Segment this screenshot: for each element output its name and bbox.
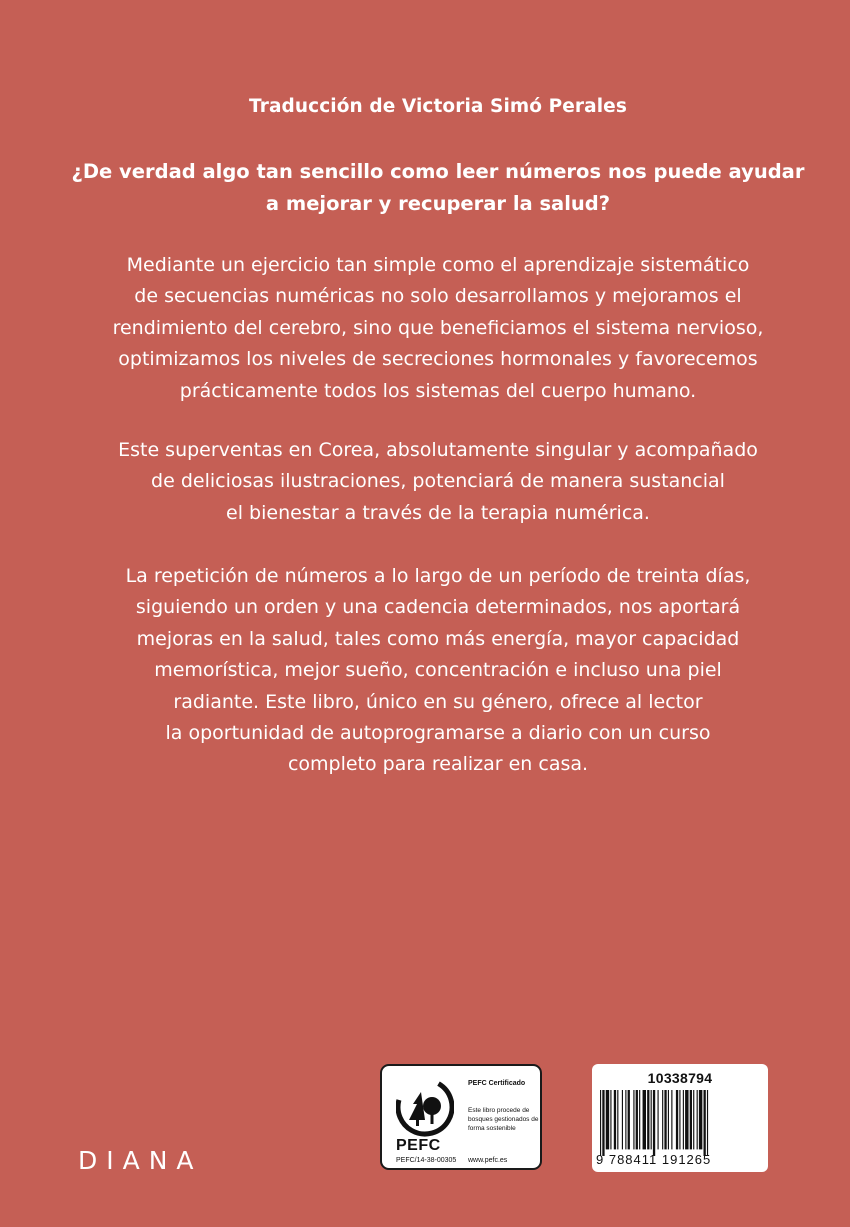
- barcode-bar: [614, 1090, 616, 1149]
- paragraph-line: de secuencias numéricas no solo desarrollamos y mejoramos el: [134, 285, 742, 308]
- barcode-bar: [647, 1090, 649, 1149]
- barcode-bar: [671, 1090, 672, 1149]
- barcode-bar: [662, 1090, 663, 1149]
- barcode-bar: [600, 1090, 601, 1156]
- barcode-bar: [697, 1090, 698, 1149]
- paragraph-line: prácticamente todos los sistemas del cuerpo humano.: [179, 379, 697, 402]
- barcode-bar: [690, 1090, 692, 1149]
- paragraph-line: el bienestar a través de la terapia numérica.: [226, 501, 650, 524]
- barcode-bar: [658, 1090, 659, 1149]
- barcode-bar: [617, 1090, 618, 1149]
- barcode-bar: [704, 1090, 706, 1156]
- pefc-url: www.pefc.es: [468, 1157, 508, 1164]
- barcode-bar: [639, 1090, 640, 1149]
- barcode-bar: [699, 1090, 702, 1149]
- tagline-question: [0, 156, 850, 220]
- barcode-bar: [653, 1090, 655, 1156]
- barcode-bar: [625, 1090, 626, 1149]
- isbn-barcode-label: [592, 1064, 768, 1172]
- paragraph-line: de deliciosas ilustraciones, potenciará de manera sustancial: [151, 470, 725, 493]
- pefc-license-code: PEFC/14-38-00305: [396, 1157, 457, 1164]
- paragraph-line: mejoras en la salud, tales como más energía, mayor capacidad: [136, 627, 740, 650]
- barcode-bar: [685, 1090, 688, 1149]
- pefc-description: Este libro procede de bosques gestionados de forma sostenible: [468, 1107, 539, 1132]
- barcode-bar: [679, 1090, 680, 1149]
- barcode-bar: [606, 1090, 609, 1149]
- pefc-certified-label: PEFC Certificado: [468, 1080, 526, 1087]
- description-paragraph-1: [0, 250, 850, 407]
- barcode-bar: [602, 1090, 604, 1156]
- barcode-bar: [636, 1090, 638, 1149]
- paragraph-line: Mediante un ejercicio tan simple como el aprendizaje sistemático: [126, 254, 750, 276]
- paragraph-line: La repetición de números a lo largo de un período de treinta días,: [125, 565, 751, 587]
- paragraph-line: completo para realizar en casa.: [287, 753, 589, 776]
- barcode-bar: [693, 1090, 694, 1149]
- barcode-bar: [633, 1090, 634, 1149]
- barcode-bar: [683, 1090, 684, 1149]
- translator-credit: Traducción de Victoria Simó Perales: [249, 96, 627, 117]
- isbn-number: 9 788411 191265: [596, 1152, 712, 1167]
- paragraph-line: rendimiento del cerebro, sino que beneficiamos el sistema nervioso,: [112, 316, 764, 339]
- pefc-wordmark: PEFC: [396, 1137, 441, 1154]
- paragraph-line: radiante. Este libro, único en su género, ofrece al lector: [173, 690, 703, 713]
- pefc-certification-badge: [380, 1064, 542, 1170]
- barcode-bar: [622, 1090, 623, 1149]
- barcode-bar: [610, 1090, 611, 1149]
- tagline-line: ¿De verdad algo tan sencillo como leer números nos puede ayudar: [71, 160, 805, 183]
- description-paragraph-2: [0, 435, 850, 529]
- pefc-tree-logo-icon: [396, 1076, 454, 1138]
- barcode-bar: [707, 1090, 708, 1156]
- paragraph-line: optimizamos los niveles de secreciones hormonales y favorecemos: [118, 348, 758, 371]
- barcode-bar: [643, 1090, 646, 1149]
- internal-code: 10338794: [647, 1070, 713, 1086]
- barcode-bar: [668, 1090, 669, 1149]
- tagline-line: a mejorar y recuperar la salud?: [265, 192, 611, 215]
- paragraph-line: Este superventas en Corea, absolutamente singular y acompañado: [118, 439, 758, 461]
- barcode-bars: [600, 1090, 762, 1156]
- description-paragraph-3: [0, 561, 850, 781]
- paragraph-line: memorística, mejor sueño, concentración e incluso una piel: [154, 659, 722, 682]
- barcode-bar: [676, 1090, 678, 1149]
- publisher-logo: DIANA: [78, 1146, 203, 1175]
- paragraph-line: siguiendo un orden y una cadencia determinados, nos aportará: [135, 596, 741, 619]
- barcode-bar: [628, 1090, 630, 1149]
- barcode-bar: [651, 1090, 652, 1149]
- paragraph-line: la oportunidad de autoprogramarse a diario con un curso: [165, 722, 711, 745]
- barcode-bar: [664, 1090, 666, 1149]
